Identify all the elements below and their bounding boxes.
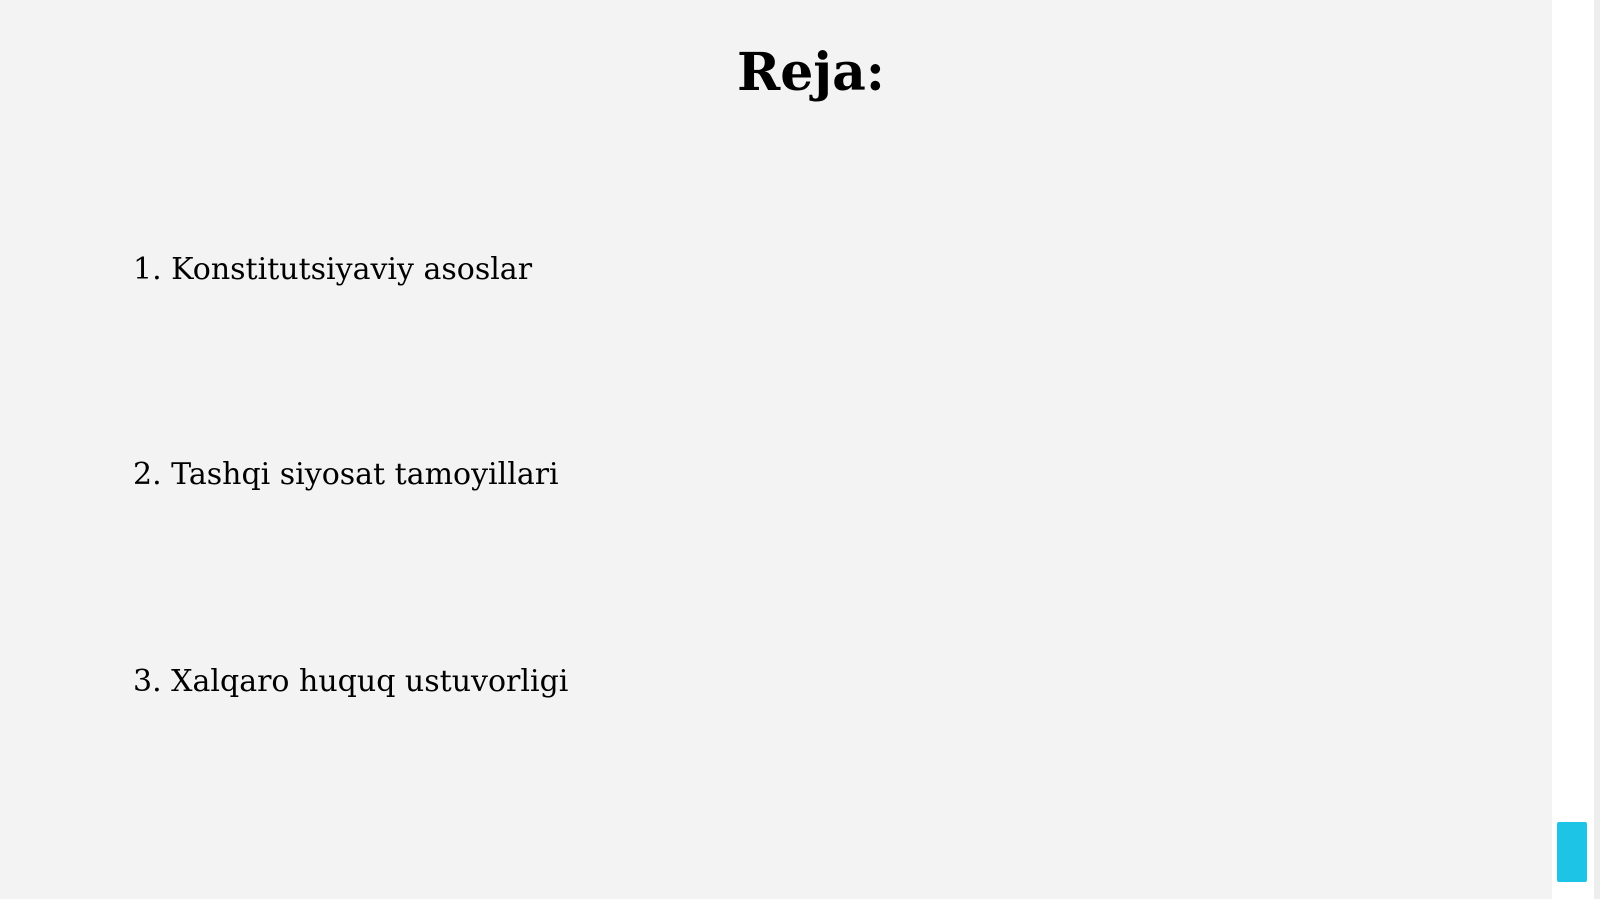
right-edge-border <box>1594 0 1600 899</box>
accent-block <box>1557 822 1587 882</box>
plan-item-1: 1. Konstitutsiyaviy asoslar <box>133 252 533 287</box>
plan-item-2: 2. Tashqi siyosat tamoyillari <box>133 457 559 492</box>
plan-item-3: 3. Xalqaro huquq ustuvorligi <box>133 664 569 699</box>
right-margin-strip <box>1552 0 1600 899</box>
slide-title: Reja: <box>736 42 885 103</box>
